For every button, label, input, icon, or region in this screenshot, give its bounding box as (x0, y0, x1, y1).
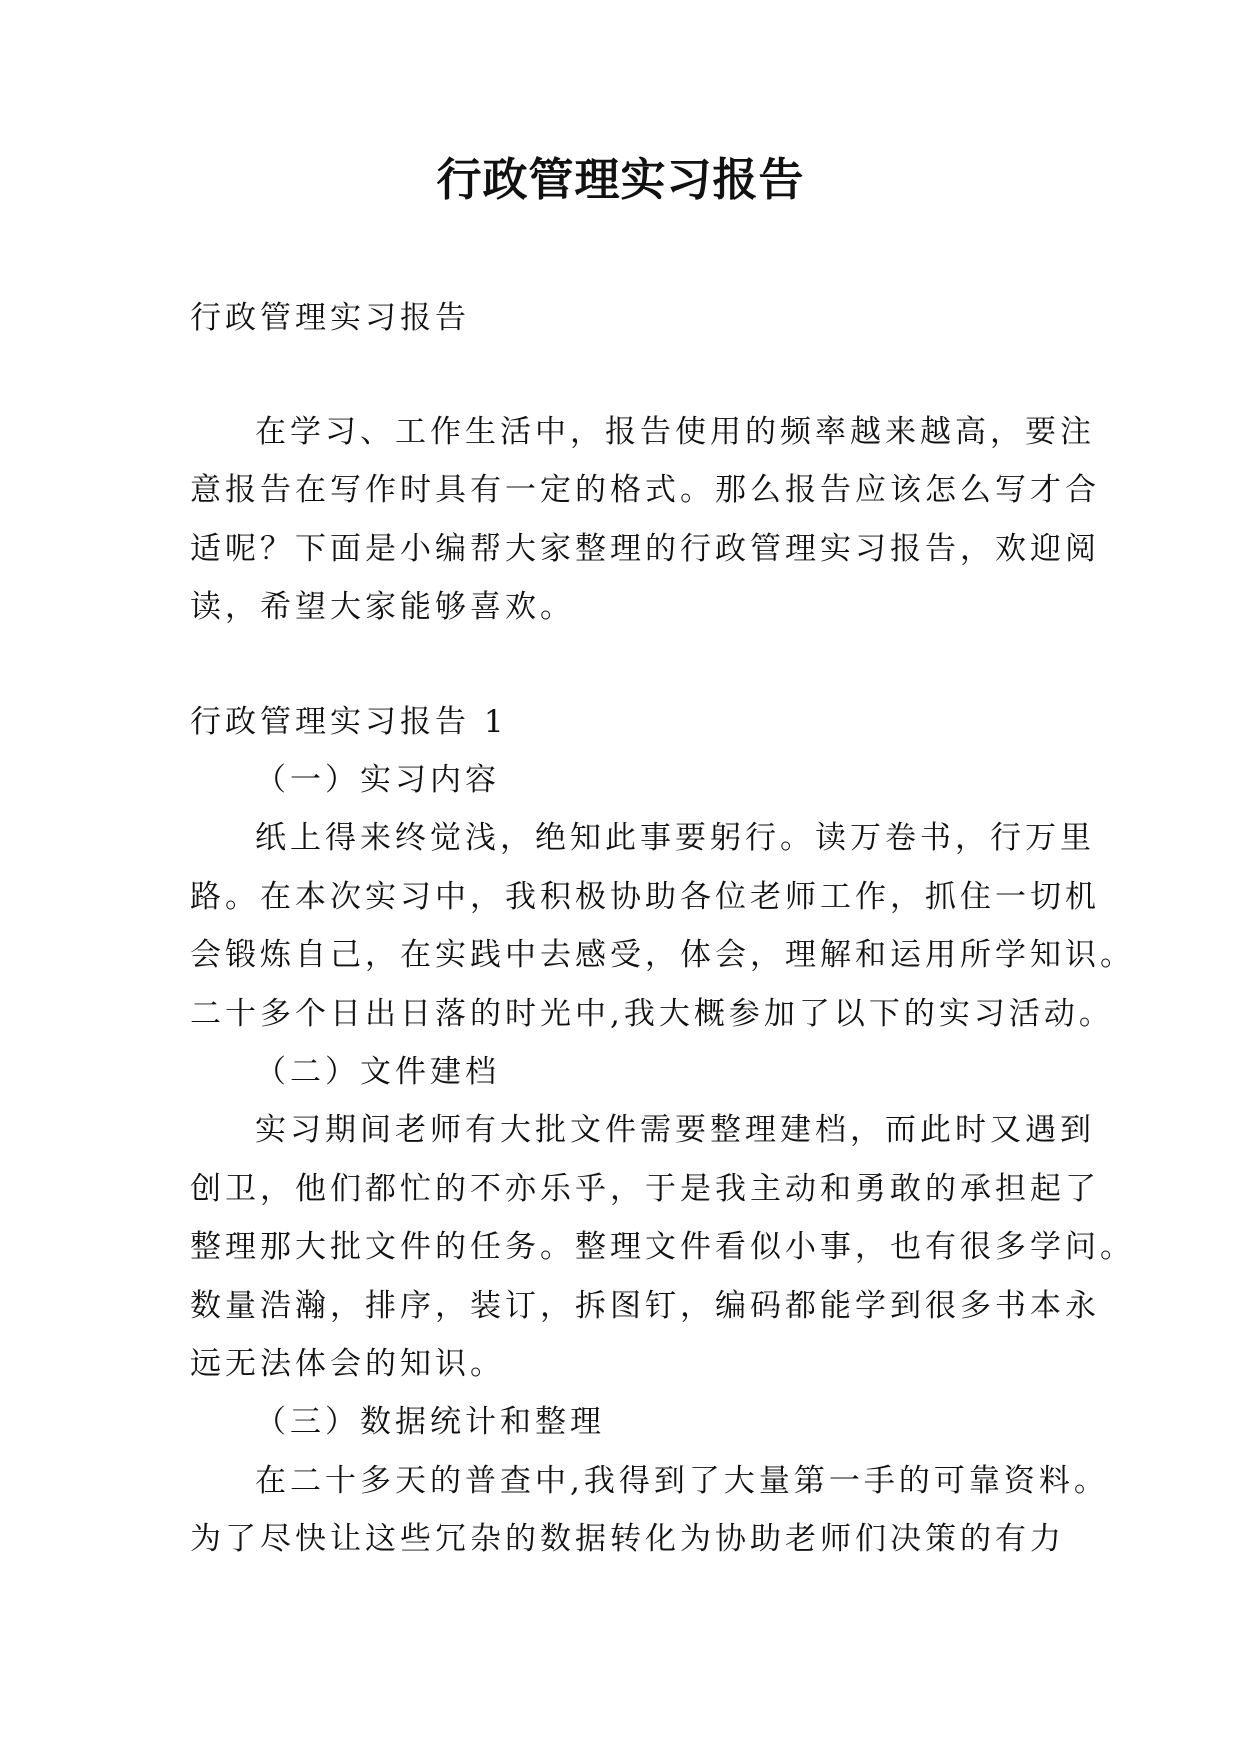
subtitle: 行政管理实习报告 (190, 300, 470, 336)
part2-line: 创卫，他们都忙的不亦乐乎，于是我主动和勇敢的承担起了 (190, 1171, 1100, 1207)
intro-line: 在学习、工作生活中，报告使用的频率越来越高，要注 (255, 414, 1095, 450)
intro-line: 读，希望大家能够喜欢。 (190, 589, 575, 625)
part2-heading: （二）文件建档 (255, 1054, 500, 1090)
part2-line: 整理那大批文件的任务。整理文件看似小事，也有很多学问。 (190, 1229, 1135, 1265)
part2-line: 实习期间老师有大批文件需要整理建档，而此时又遇到 (255, 1112, 1095, 1148)
part3-line: 在二十多天的普查中,我得到了大量第一手的可靠资料。 (255, 1463, 1109, 1499)
part1-line: 纸上得来终觉浅，绝知此事要躬行。读万卷书，行万里 (255, 820, 1095, 856)
part2-line: 远无法体会的知识。 (190, 1346, 505, 1382)
part1-line: 路。在本次实习中，我积极协助各位老师工作，抓住一切机 (190, 879, 1100, 915)
part3-line: 为了尽快让这些冗杂的数据转化为协助老师们决策的有力 (190, 1521, 1065, 1557)
part1-line: 二十多个日出日落的时光中,我大概参加了以下的实习活动。 (190, 996, 1114, 1032)
part1-line: 会锻炼自己，在实践中去感受，体会，理解和运用所学知识。 (190, 937, 1135, 973)
intro-line: 意报告在写作时具有一定的格式。那么报告应该怎么写才合 (190, 472, 1100, 508)
part2-line: 数量浩瀚，排序，装订，拆图钉，编码都能学到很多书本永 (190, 1288, 1100, 1324)
section-heading: 行政管理实习报告 1 (190, 704, 508, 740)
document-title: 行政管理实习报告 (436, 153, 805, 206)
part1-heading: （一）实习内容 (255, 762, 500, 798)
part3-heading: （三）数据统计和整理 (255, 1404, 605, 1440)
intro-line: 适呢？下面是小编帮大家整理的行政管理实习报告，欢迎阅 (190, 531, 1100, 567)
